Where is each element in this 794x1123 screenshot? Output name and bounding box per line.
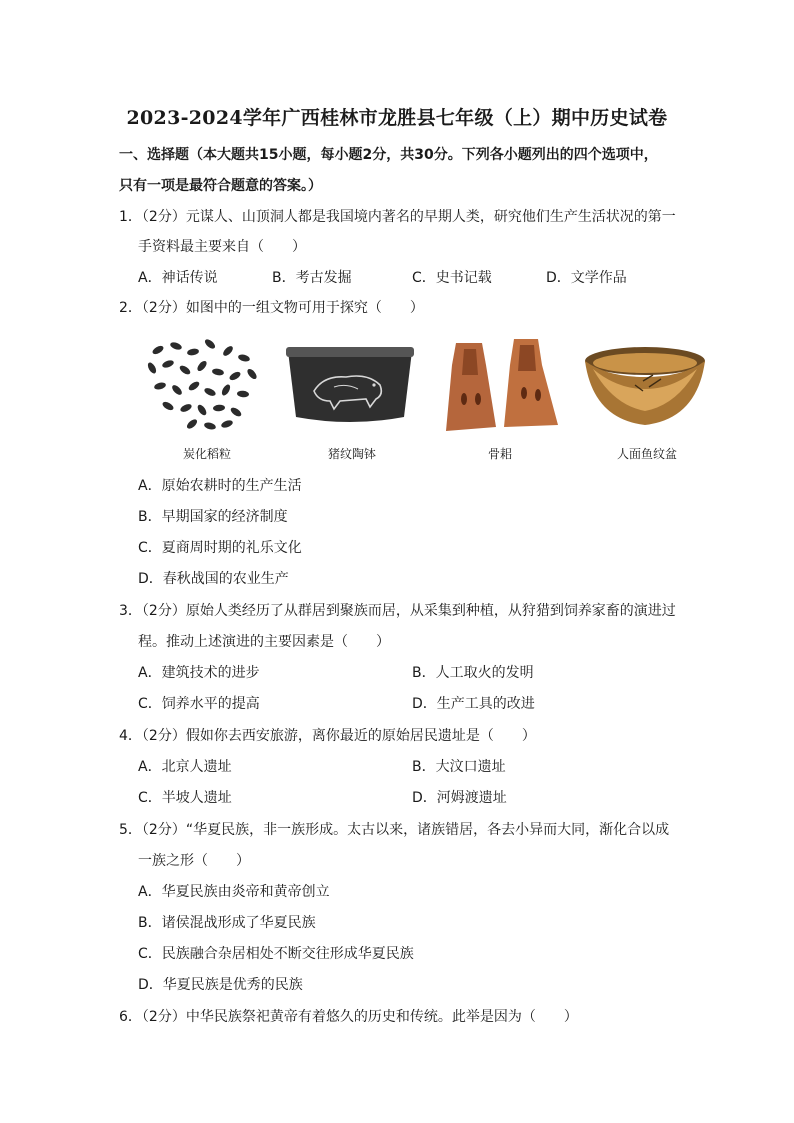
- page-title: 2023-2024学年广西桂林市龙胜县七年级（上）期中历史试卷: [126, 107, 668, 129]
- question-5-option-c: C．民族融合杂居相处不断交往形成华夏民族: [138, 946, 414, 962]
- question-3-option-c: C．饲养水平的提高: [138, 696, 260, 712]
- question-5-option-b: B．诸侯混战形成了华夏民族: [138, 915, 316, 931]
- question-2-stem: 2．（2分）如图中的一组文物可用于探究（ ）: [119, 300, 424, 316]
- section-heading-line1: 一、选择题（本大题共15小题，每小题2分，共30分。下列各小题列出的四个选项中，: [119, 147, 658, 163]
- carbonized-rice-image: [138, 336, 268, 432]
- question-6-stem: 6．（2分）中华民族祭祀黄帝有着悠久的历史和传统。此举是因为（ ）: [119, 1009, 578, 1025]
- question-1-stem: 1．（2分）元谋人、山顶洞人都是我国境内著名的早期人类，研究他们生产生活状况的第一: [119, 209, 676, 225]
- question-3-option-d: D．生产工具的改进: [412, 696, 535, 712]
- question-3-stem-cont: 程。推动上述演进的主要因素是（ ）: [138, 634, 390, 650]
- caption-bone-spade: 骨耜: [487, 447, 512, 461]
- question-1-option-b: B．考古发掘: [272, 270, 352, 286]
- question-1-option-a: A．神话传说: [138, 270, 218, 286]
- question-4-option-a: A．北京人遗址: [138, 759, 232, 775]
- question-3-option-b: B．人工取火的发明: [412, 665, 534, 681]
- bone-spade-image: [440, 335, 564, 435]
- question-2-option-c: C．夏商周时期的礼乐文化: [138, 540, 302, 556]
- section-heading-line2: 只有一项是最符合题意的答案。）: [119, 178, 322, 194]
- question-2-option-b: B．早期国家的经济制度: [138, 509, 288, 525]
- question-4-option-c: C．半坡人遗址: [138, 790, 232, 806]
- question-5-option-a: A．华夏民族由炎帝和黄帝创立: [138, 884, 330, 900]
- question-5-stem-cont: 一族之形（ ）: [138, 853, 250, 869]
- caption-carbonized-rice: 炭化稻粒: [182, 447, 231, 461]
- question-2-option-a: A．原始农耕时的生产生活: [138, 478, 302, 494]
- question-3-option-a: A．建筑技术的进步: [138, 665, 260, 681]
- question-5-option-d: D．华夏民族是优秀的民族: [138, 977, 303, 993]
- caption-pig-bowl: 猪纹陶钵: [327, 447, 376, 461]
- question-1-option-c: C．史书记载: [412, 270, 492, 286]
- question-1-option-d: D．文学作品: [546, 270, 627, 286]
- pig-pattern-bowl-image: [284, 345, 416, 427]
- question-4-option-d: D．河姆渡遗址: [412, 790, 507, 806]
- question-2-option-d: D．春秋战国的农业生产: [138, 571, 289, 587]
- face-fish-basin-image: [583, 345, 707, 429]
- question-4-stem: 4．（2分）假如你去西安旅游，离你最近的原始居民遗址是（ ）: [119, 728, 536, 744]
- question-1-stem-cont: 手资料最主要来自（ ）: [138, 239, 306, 255]
- question-5-stem: 5．（2分）“华夏民族，非一族形成。太古以来，诸族错居，各去小异而大同，渐化合以成: [119, 822, 670, 838]
- question-3-stem: 3．（2分）原始人类经历了从群居到聚族而居，从采集到种植，从狩猎到饲养家畜的演进过: [119, 603, 676, 619]
- caption-face-fish-basin: 人面鱼纹盆: [616, 447, 677, 461]
- question-4-option-b: B．大汶口遗址: [412, 759, 506, 775]
